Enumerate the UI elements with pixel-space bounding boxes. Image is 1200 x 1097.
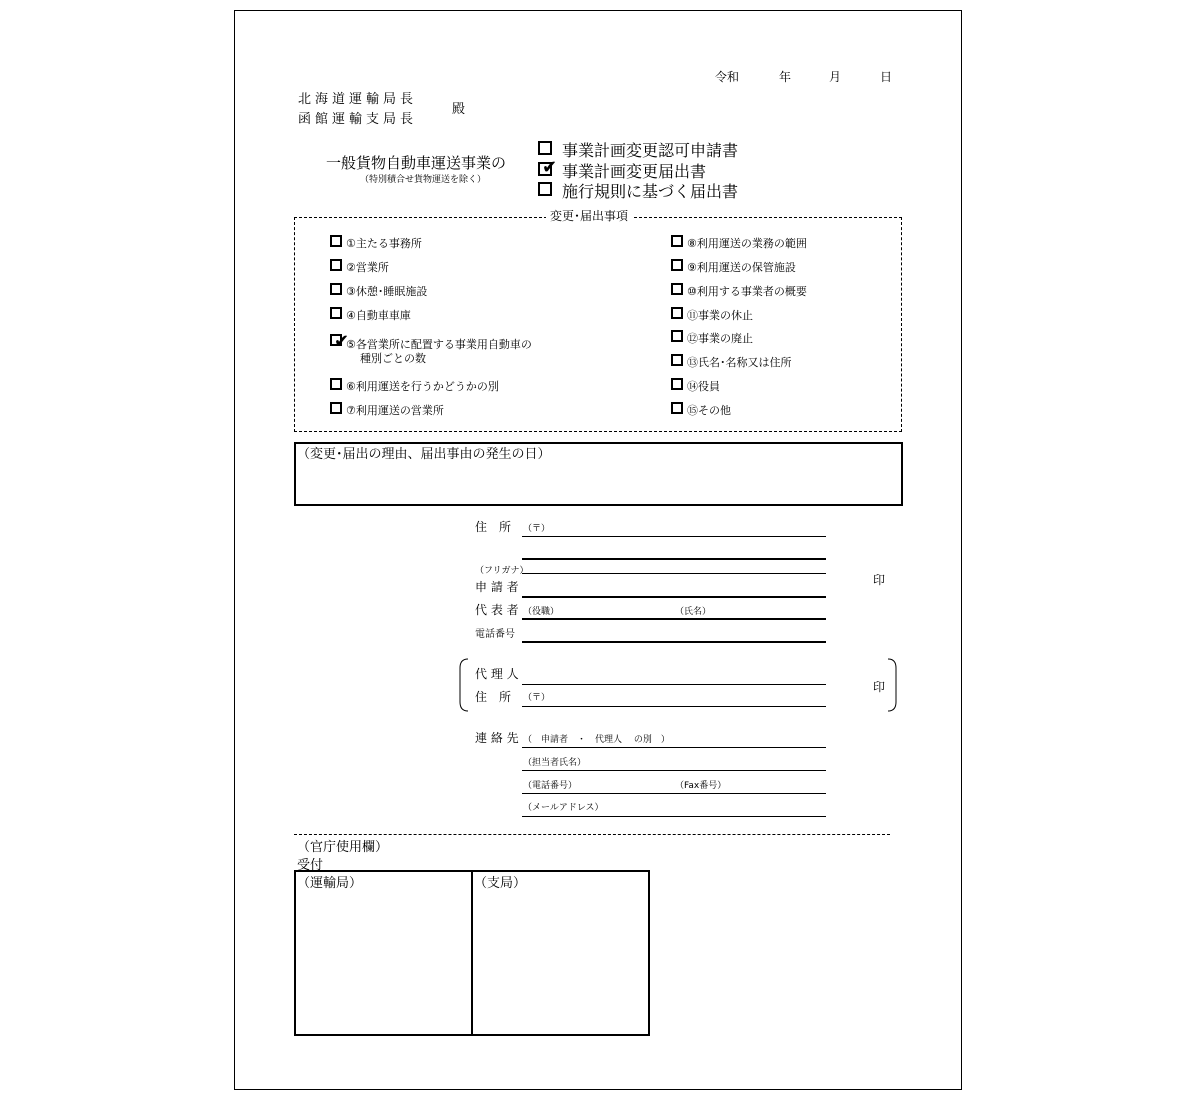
office-use-divider <box>294 834 890 835</box>
addressee-bureau: 北海道運輸局長 <box>298 92 418 107</box>
representative-label: 代 表 者 <box>475 603 519 617</box>
contact-email-line[interactable] <box>522 816 826 817</box>
item-label-15: ⑮その他 <box>687 404 731 417</box>
item-label-9: ⑨利用運送の保管施設 <box>687 261 796 274</box>
item-label-1: ①主たる事務所 <box>346 237 422 250</box>
item-label-4: ④自動車車庫 <box>346 309 411 322</box>
phone-line[interactable] <box>522 641 826 643</box>
representative-line[interactable] <box>522 618 826 620</box>
title-option-checkbox-3[interactable] <box>538 182 552 196</box>
item-label-12: ⑫事業の廃止 <box>687 332 753 345</box>
item-label-14: ⑭役員 <box>687 380 720 393</box>
applicant-name-label: 申 請 者 <box>475 580 519 594</box>
agent-seal: 印 <box>873 680 886 694</box>
date-day: 日 <box>880 70 893 84</box>
contact-phone: （電話番号） <box>523 781 578 791</box>
check-mark-icon: ✔ <box>542 157 558 178</box>
items-section-legend: 変更･届出事項 <box>546 207 632 224</box>
item-checkbox-11[interactable] <box>671 307 683 319</box>
form-title: 一般貨物自動車運送事業の <box>326 154 507 172</box>
applicant-seal: 印 <box>873 573 886 587</box>
item-checkbox-4[interactable] <box>330 307 342 319</box>
title-option-label-2: 事業計画変更届出書 <box>562 162 707 181</box>
honorific: 殿 <box>452 102 466 117</box>
contact-fax: （Fax番号） <box>675 781 727 791</box>
agent-label: 代 理 人 <box>475 667 519 681</box>
contact-type: （ 申請者 ・ 代理人 の別 ） <box>523 735 670 745</box>
item-label-3: ③休憩･睡眠施設 <box>346 285 428 298</box>
item-label-2: ②営業所 <box>346 261 389 274</box>
item-label-5: ⑤各営業所に配置する事業用自動車の <box>346 338 532 351</box>
contact-phone-line[interactable] <box>522 793 826 794</box>
item-label-13: ⑬氏名･名称又は住所 <box>687 356 792 369</box>
agent-bracket-left <box>458 658 470 712</box>
applicant-postal-mark: （〒） <box>523 524 551 534</box>
contact-email: （メールアドレス） <box>523 803 604 813</box>
item-checkbox-3[interactable] <box>330 283 342 295</box>
item-checkbox-15[interactable] <box>671 402 683 414</box>
agent-bracket-right <box>886 658 898 712</box>
furigana-line[interactable] <box>522 573 826 574</box>
date-year: 年 <box>779 70 792 84</box>
item-checkbox-13[interactable] <box>671 354 683 366</box>
representative-position: （役職） <box>523 607 560 617</box>
item-label-10: ⑩利用する事業者の概要 <box>687 285 807 298</box>
title-option-label-3: 施行規則に基づく届出書 <box>562 182 739 201</box>
applicant-name-line[interactable] <box>522 596 826 598</box>
item-checkbox-1[interactable] <box>330 235 342 247</box>
item-checkbox-12[interactable] <box>671 330 683 342</box>
item-label-8: ⑧利用運送の業務の範囲 <box>687 237 807 250</box>
applicant-address-line[interactable] <box>522 536 826 537</box>
item-checkbox-7[interactable] <box>330 402 342 414</box>
item-checkbox-2[interactable] <box>330 259 342 271</box>
contact-type-line[interactable] <box>522 747 826 748</box>
item-checkbox-8[interactable] <box>671 235 683 247</box>
agent-name-line[interactable] <box>522 684 826 685</box>
reason-label: （変更･届出の理由、届出事由の発生の日） <box>297 447 551 462</box>
contact-label: 連 絡 先 <box>475 731 519 745</box>
branch-label: （支局） <box>474 876 527 891</box>
office-use-label: （官庁使用欄） <box>297 840 389 855</box>
title-option-label-1: 事業計画変更認可申請書 <box>562 141 739 160</box>
phone-label: 電話番号 <box>475 629 515 640</box>
agent-address-label: 住 所 <box>475 690 512 704</box>
contact-person-line[interactable] <box>522 770 826 771</box>
bureau-label: （運輸局） <box>297 876 363 891</box>
furigana-label: （フリガナ） <box>475 566 529 576</box>
applicant-address-line-2[interactable] <box>522 558 826 560</box>
item-checkbox-6[interactable] <box>330 378 342 390</box>
item-label-6: ⑥利用運送を行うかどうかの別 <box>346 380 499 393</box>
agent-address-line[interactable] <box>522 706 826 707</box>
title-note: （特別積合せ貨物運送を除く） <box>360 175 487 185</box>
title-option-checkbox-1[interactable] <box>538 141 552 155</box>
item-checkbox-14[interactable] <box>671 378 683 390</box>
check-mark-icon: ✔ <box>334 331 350 352</box>
contact-person: （担当者氏名） <box>523 758 587 768</box>
date-era: 令和 <box>715 70 740 84</box>
bureau-stamp-box <box>294 870 473 1036</box>
addressee-branch: 函館運輸支局長 <box>298 112 418 127</box>
date-month: 月 <box>829 70 842 84</box>
item-label-11: ⑪事業の休止 <box>687 309 753 322</box>
applicant-address-label: 住 所 <box>475 520 512 534</box>
received-label: 受付 <box>297 858 324 873</box>
item-label-5-line2: 種別ごとの数 <box>360 352 426 365</box>
item-checkbox-9[interactable] <box>671 259 683 271</box>
representative-name: （氏名） <box>675 607 712 617</box>
agent-postal-mark: （〒） <box>523 693 551 703</box>
item-checkbox-10[interactable] <box>671 283 683 295</box>
item-label-7: ⑦利用運送の営業所 <box>346 404 444 417</box>
branch-stamp-box <box>471 870 650 1036</box>
